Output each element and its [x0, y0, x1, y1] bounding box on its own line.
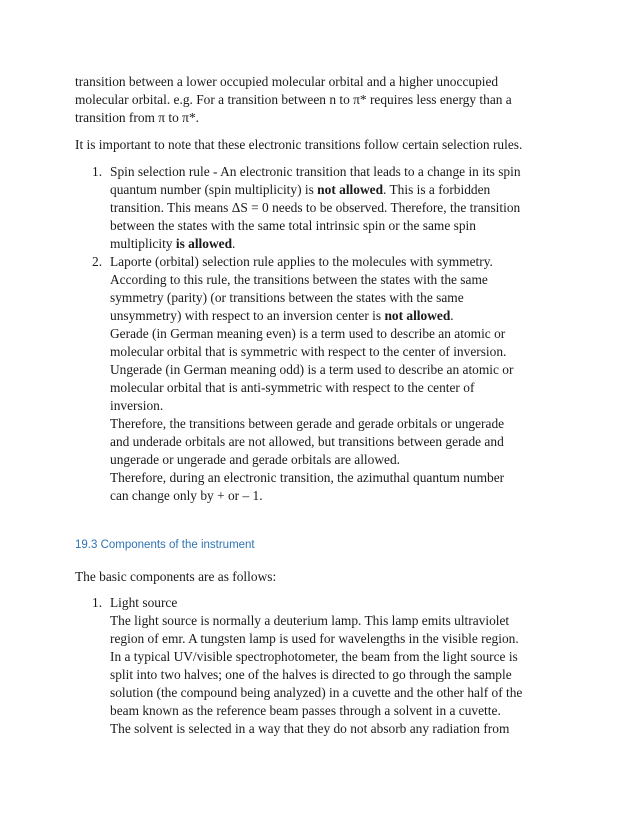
rule-line: transition. This means ΔS = 0 needs to be observed. Therefore, the transition	[110, 200, 521, 215]
rule-text: multiplicity	[110, 236, 176, 251]
rule-bold-text: not allowed	[317, 182, 384, 197]
rule-line: ungerade or ungerade and gerade orbitals are allowed.	[110, 452, 400, 467]
intro-line: molecular orbital. e.g. For a transition between n to π* requires less energy than a	[75, 92, 512, 107]
intro-paragraph	[75, 73, 565, 127]
rule-line: Therefore, during an electronic transition, the azimuthal quantum number	[110, 470, 505, 485]
selection-rules-list	[75, 163, 565, 505]
rule-bold-text: is allowed	[175, 236, 233, 251]
rule-text: .	[232, 236, 236, 251]
rule-line: between the states with the same total intrinsic spin or the same spin	[110, 218, 476, 233]
component-line: region of emr. A tungsten lamp is used for wavelengths in the visible region.	[110, 631, 519, 646]
component-line: beam known as the reference beam passes through a solvent in a cuvette.	[110, 703, 501, 718]
rule-line	[110, 181, 565, 199]
rule-item-spin	[75, 163, 565, 253]
list-number: 1.	[92, 595, 103, 610]
rule-text: quantum number (spin multiplicity) is	[110, 182, 318, 197]
intro-line: transition between a lower occupied molecular orbital and a higher unoccupied	[75, 74, 499, 89]
component-line: Light source	[110, 595, 178, 610]
rule-line	[110, 235, 565, 253]
rule-line: and underade orbitals are not allowed, but transitions between gerade and	[110, 434, 504, 449]
component-line: The solvent is selected in a way that they do not absorb any radiation from	[110, 721, 510, 736]
list-number: 2.	[92, 254, 103, 269]
rule-text: . This is a forbidden	[383, 182, 491, 197]
rule-line	[110, 307, 565, 325]
rules-intro-paragraph: It is important to note that these electronic transitions follow certain selection rules.	[75, 137, 523, 152]
rule-line: inversion.	[110, 398, 164, 413]
rule-line: molecular orbital that is anti-symmetric with respect to the center of	[110, 380, 475, 395]
rule-bold-text: not allowed	[384, 308, 451, 323]
rule-line: Laporte (orbital) selection rule applies to the molecules with symmetry.	[110, 254, 493, 269]
rule-line: Gerade (in German meaning even) is a term used to describe an atomic or	[110, 326, 506, 341]
section-heading: 19.3 Components of the instrument	[75, 539, 255, 551]
component-line: In a typical UV/visible spectrophotometer, the beam from the light source is	[110, 649, 518, 664]
rule-item-laporte	[75, 253, 565, 505]
component-line: solution (the compound being analyzed) in a cuvette and the other half of the	[110, 685, 523, 700]
rule-line: Spin selection rule - An electronic transition that leads to a change in its spin	[110, 164, 521, 179]
component-line: The light source is normally a deuterium lamp. This lamp emits ultraviolet	[110, 613, 510, 628]
rule-line: According to this rule, the transitions between the states with the same	[110, 272, 488, 287]
rule-line: Ungerade (in German meaning odd) is a term used to describe an atomic or	[110, 362, 514, 377]
components-intro-paragraph: The basic components are as follows:	[75, 569, 277, 584]
rule-line: can change only by + or – 1.	[110, 488, 263, 503]
component-item-light-source	[75, 594, 565, 738]
components-list	[75, 594, 565, 738]
rule-text: unsymmetry) with respect to an inversion center is	[110, 308, 385, 323]
rule-line: Therefore, the transitions between gerade and gerade orbitals or ungerade	[110, 416, 505, 431]
component-line: split into two halves; one of the halves is directed to go through the sample	[110, 667, 512, 682]
list-number: 1.	[92, 164, 103, 179]
rule-line: symmetry (parity) (or transitions between the states with the same	[110, 290, 464, 305]
rule-line: molecular orbital that is symmetric with respect to the center of inversion.	[110, 344, 507, 359]
intro-line: transition from π to π*.	[75, 110, 199, 125]
rule-text: .	[450, 308, 454, 323]
